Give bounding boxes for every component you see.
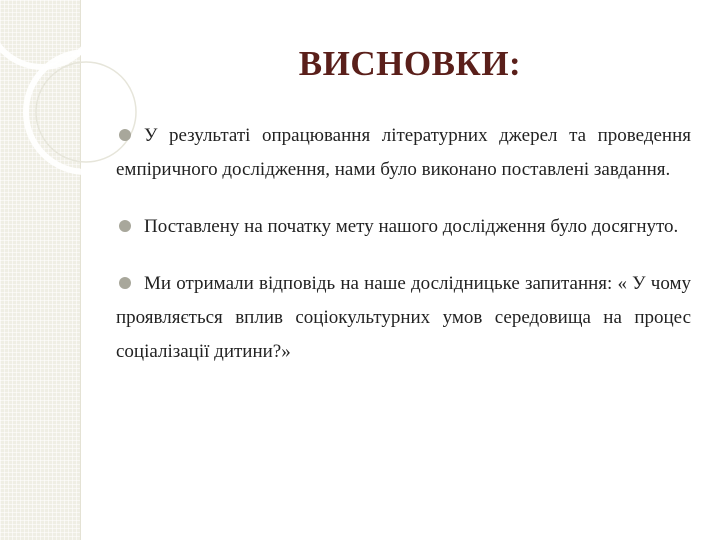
bullet-text: Поставлену на початку мету нашого дослідження було досягнуто. [144, 216, 679, 237]
bullet-list [116, 119, 691, 392]
bullet-icon [119, 277, 131, 289]
bullet-icon [119, 220, 131, 232]
bullet-text: Ми отримали відповідь на наше дослідницьке запитання: « У чому проявляється вплив соціокультурних умов середовища на процес соціалізації дитини?» [116, 273, 691, 362]
bullet-item [116, 210, 691, 244]
bullet-icon [119, 129, 131, 141]
bullet-text: У результаті опрацювання літературних джерел та проведення емпіричного дослідження, нами було виконано поставлені завдання. [116, 125, 691, 180]
bullet-item [116, 267, 691, 369]
bullet-item [116, 119, 691, 187]
slide-title: ВИСНОВКИ: [298, 44, 522, 83]
